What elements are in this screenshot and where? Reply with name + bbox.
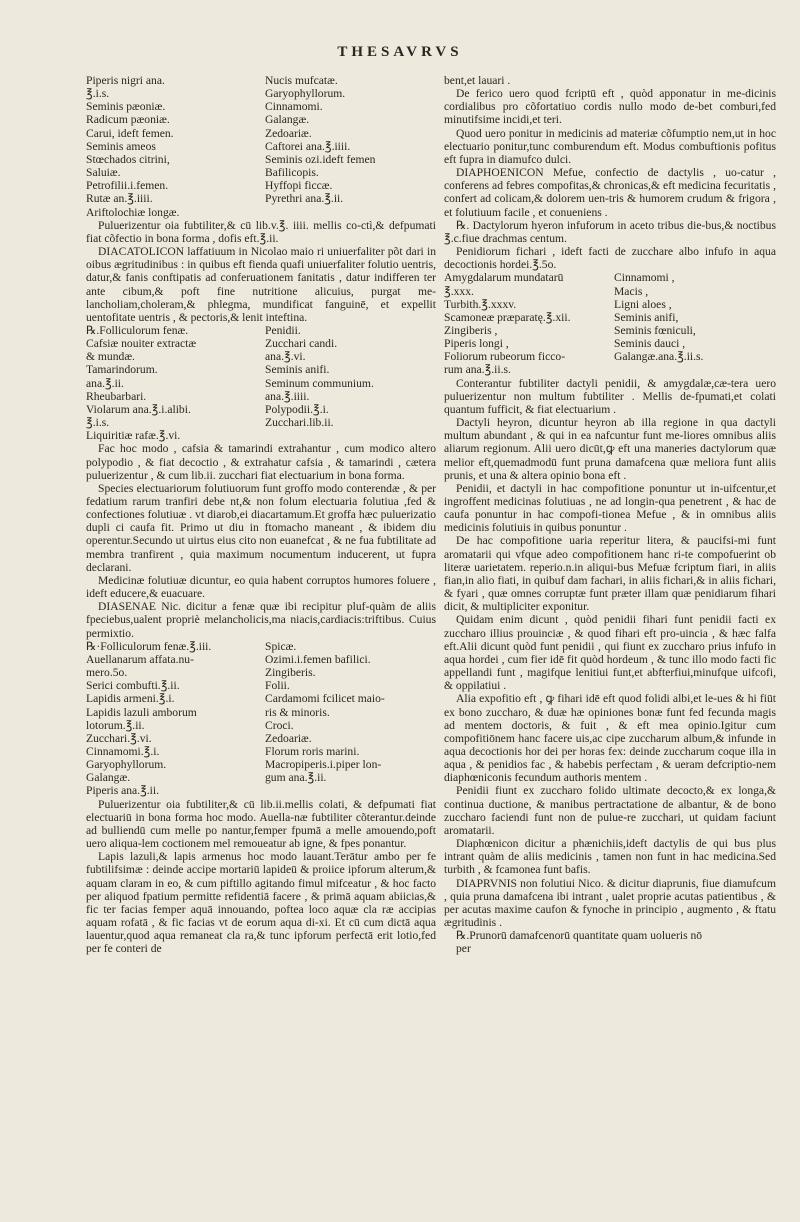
ingredient-entry: Turbith.℥.xxxv. <box>444 297 517 311</box>
ingredient-entry: Carui, ideft femen. <box>86 126 174 140</box>
text-paragraph: per <box>456 942 471 956</box>
ingredient-entry: Garyophyllorum. <box>86 758 167 772</box>
ingredient-entry: Tamarindorum. <box>86 363 158 377</box>
ingredient-entry: Zingiberis. <box>265 666 316 680</box>
ingredient-entry: Violarum ana.℥.i.alibi. <box>86 402 191 416</box>
ingredient-entry: Spicæ. <box>265 639 297 653</box>
ingredient-entry: Cafsiæ nouiter extractæ <box>86 337 197 351</box>
ingredient-entry: Penidii. <box>265 323 301 337</box>
text-paragraph: Quidam enim dicunt , quòd penidii fihari funt penidii facti ex zuccharo illius prouinciæ , & quod fihari eft pro-uincia , & hæc falfa eft.Alii dicunt quòd funt penidii , qui fiunt ex zuccharo prius infufo in aqua hordei , cum fier idē fit quòd hordeum , & tunc illo modo facti fic appellandi funt , magifque lenitiui funt,et abfterfiui,minufque uifcofi, & oppilatiui . <box>444 613 776 693</box>
ingredient-entry: Hyffopi ficcæ. <box>265 179 333 193</box>
ingredient-entry: Caftorei ana.℥.iiii. <box>265 139 351 153</box>
ingredient-entry: Serici combufti.℥.ii. <box>86 679 180 693</box>
ingredient-entry: ℥.xxx. <box>444 284 474 298</box>
ingredient-entry: Garyophyllorum. <box>265 87 346 101</box>
text-paragraph: De hac compofitione uaria reperitur litera, & paucifsi-mi funt aromatarii qui vfque adeo compofitionem hanc ri-te compofuerint ob literæ uarietatem. reperio.n.in aliqui-bus Mefuæ fcriptum fiari, in aliis fian,in alio fiati, in quibuf dam fachari, in aliis fichari,& in aliis fichari, & fyari , quæ omnes corruptæ funt præter illam quæ penidiarum fihari dicit, & multipliciter exponitur. <box>444 534 776 614</box>
ingredient-entry: Stœchados citrini, <box>86 152 170 166</box>
ingredient-entry: gum ana.℥.ii. <box>265 771 327 785</box>
ingredient-entry: Macis , <box>614 284 649 298</box>
ingredient-entry: Rheubarbari. <box>86 389 147 403</box>
ingredient-entry: Polypodii.℥.i. <box>265 402 329 416</box>
ingredient-entry: Galangæ. <box>265 113 310 127</box>
ingredient-entry: Macropiperis.i.piper lon- <box>265 758 382 772</box>
ingredient-entry: Ariftolochiæ longæ. <box>86 205 180 219</box>
right-column <box>444 74 776 955</box>
text-paragraph: Lapis lazuli,& lapis armenus hoc modo lauant.Terātur ambo per fe fubtilifsimæ : deinde accipe mortariū lapideū & proiice ipforum alterum,& aquam claram in eo, & cum piftillo agitando fimul mifceatur , & hoc facto per aliquod fpatium permitte refidentiā facere , & primā aquam abiicias,& fic ter facias femper aquā innouando, poftea loco aquæ cla ræ accipias aquam rofatā , & fic facias vt de eorum aqua di-xi. Et cū cum dictā aqua lauentur,quod aqua remaneat cla ra,& tunc ipforum perfectā erit lotio,fed per fe conteri de <box>86 850 436 956</box>
text-paragraph: Medicinæ folutiuæ dicuntur, eo quia habent corruptos humores foluere , ideft educere,& euacuare. <box>86 573 436 601</box>
text-paragraph: DIASENAE Nic. dicitur a fenæ quæ ibi recipitur pluf-quàm de aliis fpeciebus,ualent propriè melancholicis,ma niacis,cardiacis:triftibus. Cuius permixtio. <box>86 600 436 640</box>
text-paragraph: Alia expofitio eft , ꝙ fihari idē eft quod folidi albi,et le-ues & hi fiūt ex bono zuccharo, & duæ hæ opiniones bonæ funt fed fecunda magis ad mentem doctoris, & fuit , & eft mea opinio.Igitur cum compofitiōnem hanc facere uis,ac cipe zuccharum album,& infunde in aqua decoctionis hor dei per horas fex: deinde zuccharum coque illa in aqua , & penidios fac , & habebis perfectam , & ueram defcriptio-nem diaphœniconis fecundum authoris mentem . <box>444 692 776 785</box>
ingredient-entry: Pyrethri ana.℥.ii. <box>265 192 344 206</box>
ingredient-table <box>444 271 776 376</box>
ingredient-entry: Seminis ozi.ideft femen <box>265 152 376 166</box>
ingredient-entry: Nucis mufcatæ. <box>265 74 338 87</box>
ingredient-entry: Galangæ.ana.℥.ii.s. <box>614 350 704 364</box>
ingredient-entry: Cinnamomi.℥.i. <box>86 744 160 758</box>
text-paragraph: Dactyli heyron, dicuntur heyron ab illa regione in qua dactyli multum abundant , & qui in ea nafcuntur funt me-liores omnibus aliis aliarum regionum. Alii uero dicūt,ꝙ eft una maneries dactylorum quæ melior eft,quemadmodū funt pruna damafcena quæ meliora funt aliis prunis, et una & altera opinio bona eft . <box>444 416 776 482</box>
text-paragraph: Fac hoc modo , cafsia & tamarindi extrahantur , cum modico altero polypodio , & fiat decoctio , & extrahatur cafsia , & tamarindi , cætera puluerizentur , & cum lib.ii. zucchari fiat electuarium in bona forma. <box>86 442 436 482</box>
ingredient-entry: Piperis nigri ana. <box>86 74 165 87</box>
ingredient-entry: Zucchari.lib.ii. <box>265 416 334 430</box>
ingredient-entry: Florum roris marini. <box>265 744 360 758</box>
ingredient-entry: Scamoneæ præparatę.℥.xii. <box>444 310 571 324</box>
text-paragraph: De ferico uero quod fcriptū eft , quòd apponatur in me-dicinis cordialibus pro cõfortatiuo cordis nullo modo de-bet comburi,fed minutifsime incidi,et teri. <box>444 87 776 127</box>
ingredient-entry: Zedoariæ. <box>265 126 312 140</box>
ingredient-entry: ris & minoris. <box>265 705 330 719</box>
ingredient-entry: Ozimi.i.femen bafilici. <box>265 652 371 666</box>
ingredient-entry <box>265 429 436 442</box>
left-column <box>86 74 436 955</box>
text-paragraph: bent,et lauari . <box>444 74 511 87</box>
ingredient-entry: Bafilicopis. <box>265 166 319 180</box>
ingredient-entry: Seminis pæoniæ. <box>86 100 166 114</box>
ingredient-entry: Auellanarum affata.nu- <box>86 652 194 666</box>
ingredient-entry: Cinnamomi , <box>614 271 675 285</box>
ingredient-entry: Croci. <box>265 718 294 732</box>
ingredient-entry: Radicum pæoniæ. <box>86 113 170 127</box>
ingredient-entry: Folii. <box>265 679 290 693</box>
ingredient-entry <box>265 206 436 219</box>
text-paragraph: ℞. Dactylorum hyeron infuforum in aceto tribus die-bus,& noctibus ℥.c.fiue drachmas centum. <box>444 218 776 245</box>
ingredient-entry: Seminis fœniculi, <box>614 323 696 337</box>
ingredient-entry: Seminis ameos <box>86 139 156 153</box>
ingredient-entry: Rutæ an.℥.iiii. <box>86 192 153 206</box>
ingredient-entry: ℥.i.s. <box>86 87 110 101</box>
text-paragraph: DIACATOLICON laffatiuum in Nicolao maio ri uniuerfaliter põt dari in oibus ægritudinibus : in quibus eft fienda quafi uniuerfaliter folutio uentris, datur,& fanis conftipatis ad conferuationem fanitatis , datur indifferen ter ante cibum,& poft fine nutritione alicuius, purgat me-lancholiam,choleram,& phlegma, mundificat fanguinē, et expellit uentofitate uentris , & pectoris,& lenit inteftina. <box>86 245 436 324</box>
ingredient-entry: Zucchari candi. <box>265 337 338 351</box>
ingredient-entry: ana.℥.iiii. <box>265 389 310 403</box>
ingredient-entry: Piperis longi , <box>444 337 509 351</box>
ingredient-entry: ℞·Folliculorum fenæ.℥.iii. <box>86 639 212 653</box>
ingredient-entry: Cinnamomi. <box>265 100 323 114</box>
ingredient-entry: Lapidis armeni.℥.i. <box>86 692 175 706</box>
ingredient-entry: ana.℥.vi. <box>265 350 306 364</box>
ingredient-entry <box>614 363 776 376</box>
text-paragraph: DIAPHOENICON Mefue, confectio de dactylis , uo-catur , conferens ad febres compofitas,& chronicas,& eft medicina fecuritatis , confert ad colicam,& dolorem uen-tris & humorem crudum & frigora , et folutiuum facile , et conueniens . <box>444 166 776 219</box>
ingredient-entry: Cardamomi fcilicet maio- <box>265 692 385 706</box>
ingredient-entry: ana.℥.ii. <box>86 376 124 390</box>
text-paragraph: Penidii fiunt ex zuccharo folido ultimate decocto,& ex longa,& continua ductione, & manibus pertractatione de albantur, & de bono zuccharo faciendi funt non de pulue-re zucchari, ut quidam faciunt aromatarii. <box>444 784 776 837</box>
ingredient-entry: & mundæ. <box>86 350 135 364</box>
ingredient-entry: lotorum.℥.ii. <box>86 718 145 732</box>
ingredient-entry: Seminum communium. <box>265 376 374 390</box>
text-paragraph: Penidiorum fichari , ideft facti de zucchare albo infufo in aqua decoctionis hordei.℥.5o. <box>444 245 776 272</box>
ingredient-entry: Zedoariæ. <box>265 731 312 745</box>
ingredient-entry: Zingiberis , <box>444 323 498 337</box>
ingredient-entry: ℥.i.s. <box>86 416 110 430</box>
ingredient-entry: Lapidis lazuli amborum <box>86 705 197 719</box>
ingredient-entry: mero.5o. <box>86 666 128 680</box>
text-paragraph: Penidii, et dactyli in hac compofitione ponuntur ut in-uifcentur,et ingroffent medicinas folutiuas , ne ad longin-qua penetrent , & hac de caufa ponuntur in hac compofi-tionea Mefue , & in omnibus aliis medicinis folutiuis in quibus ponuntur . <box>444 481 776 535</box>
text-paragraph: Puluerizentur oia fubtiliter,& cū lib.ii.mellis colati, & defpumati fiat electuariū in bona forma hoc modo. Auella-næ fubtiliter cõterantur.deinde ad bulliendū cum melle po nantur,femper fpumā a melle amouendo,poft uero aliqua-lem coctionem mel remoueatur ab igne, & fpes ponantur. <box>86 797 436 851</box>
ingredient-entry: Seminis anifi, <box>614 310 679 324</box>
text-paragraph: ℞.Prunorū damafcenorū quantitate quam uolueris nō <box>456 929 703 943</box>
ingredient-entry: Zucchari.℥.vi. <box>86 731 152 745</box>
text-paragraph: Diaphœnicon dicitur a phænichiis,ideft dactylis de qui bus plus intrant quàm de aliis medicinis , tamen non funt in hac medicina.Sed turbith , & fcamonea funt bafis. <box>444 837 776 877</box>
ingredient-table <box>86 324 436 442</box>
ingredient-entry: Galangæ. <box>86 771 131 785</box>
ingredient-entry: Ligni aloes , <box>614 297 672 311</box>
text-paragraph: Species electuariorum folutiuorum funt groffo modo conterendæ , & per fedatium rarum tranfiri debe nt,& non folum electuaria folutiua ,fed & confectiones folutiuæ . vt diarob,ei diacartamum.Et groffa hæc puluerizatio dupli ci caufa fit. Primo ut diu in ftomacho maneant , & ibidem diu operentur.Secundo ut uirtus eius cito non euanefcat , & ne fua fubtilitate ad membra tranfirent , quia maximum nocumentum inducerent, ut fupra declarani. <box>86 481 436 574</box>
ingredient-entry: Amygdalarum mundatarū <box>444 271 564 285</box>
text-paragraph: Quod uero ponitur in medicinis ad materiæ cõfumptio nem,ut in hoc electuario ponitur,tunc comburendum eft. Modus combuftionis pofitus eft fupra in diamufco dulci. <box>444 126 776 166</box>
text-paragraph: DIAPRVNIS non folutiui Nico. & dicitur diaprunis, fiue diamufcum , quia pruna damafcena ibi intrant , ualet proprie acutas patientibus , & per acutas maxime caufon & fynoche in principio , augmento , & ftatu ægritudinis . <box>444 876 776 929</box>
ingredient-entry: Foliorum rubeorum ficco- <box>444 350 566 364</box>
running-header: THESAVRVS <box>337 44 463 60</box>
ingredient-entry: Saluiæ. <box>86 166 121 180</box>
ingredient-table <box>86 640 436 798</box>
ingredient-entry: rum ana.℥.ii.s. <box>444 363 511 377</box>
ingredient-entry: Petrofilii.i.femen. <box>86 179 169 193</box>
ingredient-entry: Piperis ana.℥.ii. <box>86 784 160 798</box>
text-paragraph: Conterantur fubtiliter dactyli penidii, & amygdalæ,cæ-tera uero puluerizentur non multum fubtiliter . Mellis de-fpumati,et colati quantum fufficit, & fiat electuarium . <box>444 376 776 416</box>
ingredient-entry: ℞.Folliculorum fenæ. <box>86 323 189 337</box>
ingredient-entry <box>265 784 436 797</box>
ingredient-table <box>86 74 436 219</box>
ingredient-entry: Liquiritiæ rafæ.℥.vi. <box>86 429 181 443</box>
ingredient-entry: Seminis dauci , <box>614 337 686 351</box>
text-paragraph: Puluerizentur oia fubtiliter,& cū lib.v.℥. iiii. mellis co-ctì,& defpumati fiat cõfectio in bona forma , dofis eft.℥.ii. <box>86 218 436 245</box>
ingredient-entry: Seminis anifi. <box>265 363 330 377</box>
